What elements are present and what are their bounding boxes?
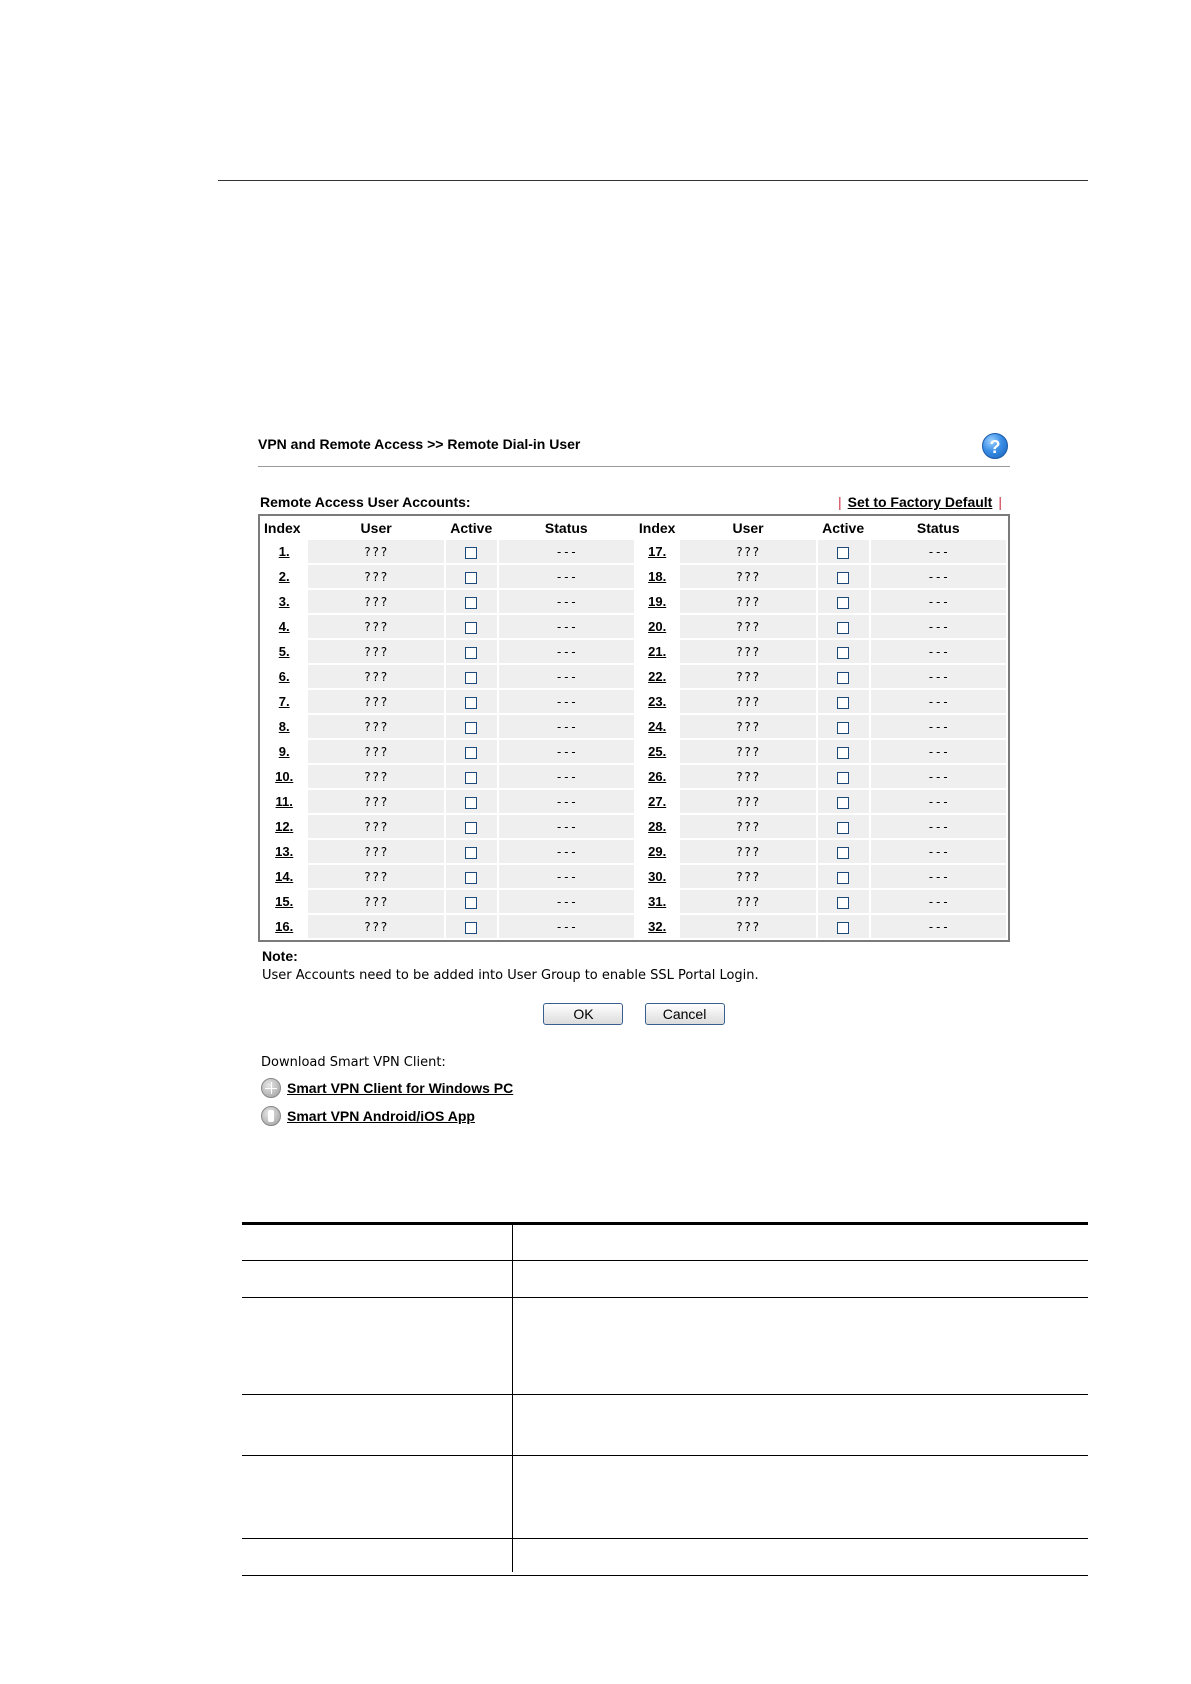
user-rows: [262, 540, 1006, 938]
index-cell: [262, 790, 306, 813]
user-index-link[interactable]: 22.: [648, 669, 667, 684]
active-cell: [818, 840, 869, 863]
active-checkbox[interactable]: [837, 697, 849, 709]
table-rule: [242, 1260, 1088, 1261]
user-cell: ???: [308, 865, 443, 888]
index-cell: [262, 715, 306, 738]
status-cell: ---: [499, 815, 634, 838]
active-checkbox[interactable]: [465, 822, 477, 834]
action-buttons: [258, 1003, 1010, 1027]
index-cell: [262, 590, 306, 613]
status-cell: ---: [499, 715, 634, 738]
index-cell: [262, 865, 306, 888]
active-cell: [446, 765, 497, 788]
index-cell: [262, 840, 306, 863]
active-cell: [446, 590, 497, 613]
table-rule: [242, 1222, 1088, 1225]
index-cell: [636, 540, 678, 563]
status-cell: ---: [871, 840, 1006, 863]
active-cell: [446, 665, 497, 688]
user-cell: ???: [680, 615, 815, 638]
active-checkbox[interactable]: [465, 622, 477, 634]
index-cell: [262, 765, 306, 788]
user-cell: ???: [308, 765, 443, 788]
active-cell: [818, 890, 869, 913]
user-cell: ???: [680, 640, 815, 663]
user-index-link[interactable]: 20.: [648, 619, 667, 634]
status-cell: ---: [499, 615, 634, 638]
column-header: Status: [916, 520, 960, 536]
user-index-link[interactable]: 15.: [275, 894, 294, 909]
active-checkbox[interactable]: [465, 697, 477, 709]
user-index-link[interactable]: 21.: [648, 644, 667, 659]
column-header: User: [360, 520, 392, 536]
status-cell: ---: [499, 840, 634, 863]
active-checkbox[interactable]: [465, 872, 477, 884]
user-cell: ???: [308, 815, 443, 838]
status-cell: ---: [499, 865, 634, 888]
table-row: [262, 565, 1006, 588]
user-index-link[interactable]: 19.: [648, 594, 667, 609]
active-checkbox[interactable]: [837, 747, 849, 759]
table-row: [262, 640, 1006, 663]
active-cell: [446, 715, 497, 738]
table-row: [262, 765, 1006, 788]
user-cell: ???: [680, 690, 815, 713]
index-cell: [636, 915, 678, 938]
user-cell: ???: [308, 540, 443, 563]
user-cell: ???: [680, 915, 815, 938]
active-checkbox[interactable]: [837, 797, 849, 809]
active-checkbox[interactable]: [837, 922, 849, 934]
user-index-link[interactable]: 24.: [648, 719, 667, 734]
active-checkbox[interactable]: [837, 847, 849, 859]
active-checkbox[interactable]: [837, 597, 849, 609]
user-cell: ???: [680, 840, 815, 863]
status-cell: ---: [871, 790, 1006, 813]
status-cell: ---: [499, 565, 634, 588]
active-cell: [818, 640, 869, 663]
table-row: [262, 615, 1006, 638]
status-cell: ---: [499, 915, 634, 938]
user-cell: ???: [308, 565, 443, 588]
index-cell: [262, 890, 306, 913]
status-cell: ---: [871, 540, 1006, 563]
table-rule: [242, 1538, 1088, 1539]
status-cell: ---: [499, 790, 634, 813]
active-cell: [818, 815, 869, 838]
download-mobile-item: [261, 1106, 1010, 1126]
user-cell: ???: [308, 640, 443, 663]
column-header: User: [732, 520, 764, 536]
mobile-icon: [261, 1106, 281, 1126]
active-cell: [818, 540, 869, 563]
index-cell: [262, 665, 306, 688]
active-cell: [446, 815, 497, 838]
index-cell: [636, 590, 678, 613]
note-block: [262, 948, 1010, 983]
status-cell: ---: [499, 665, 634, 688]
active-cell: [818, 590, 869, 613]
user-index-link[interactable]: 8.: [278, 719, 290, 734]
active-checkbox[interactable]: [837, 872, 849, 884]
user-cell: ???: [680, 815, 815, 838]
ok-button[interactable]: OK: [543, 1003, 623, 1025]
active-checkbox[interactable]: [837, 722, 849, 734]
user-index-link[interactable]: 30.: [648, 869, 667, 884]
status-cell: ---: [499, 640, 634, 663]
user-index-link[interactable]: 3.: [278, 594, 290, 609]
index-cell: [262, 640, 306, 663]
active-checkbox[interactable]: [837, 547, 849, 559]
status-cell: ---: [499, 540, 634, 563]
user-cell: ???: [308, 740, 443, 763]
index-cell: [636, 815, 678, 838]
status-cell: ---: [871, 565, 1006, 588]
active-checkbox[interactable]: [837, 897, 849, 909]
index-cell: [636, 565, 678, 588]
status-cell: ---: [871, 640, 1006, 663]
active-cell: [446, 740, 497, 763]
active-checkbox[interactable]: [837, 647, 849, 659]
active-cell: [818, 715, 869, 738]
status-cell: ---: [499, 590, 634, 613]
status-cell: ---: [871, 615, 1006, 638]
index-cell: [262, 540, 306, 563]
user-accounts-table: [258, 514, 1010, 942]
active-cell: [818, 765, 869, 788]
user-index-link[interactable]: 5.: [278, 644, 290, 659]
column-header: Active: [450, 520, 493, 536]
column-header: Status: [544, 520, 588, 536]
active-cell: [446, 915, 497, 938]
status-cell: ---: [871, 740, 1006, 763]
column-header: Active: [822, 520, 865, 536]
table-row: [262, 665, 1006, 688]
user-cell: ???: [680, 765, 815, 788]
active-cell: [446, 690, 497, 713]
note-text: User Accounts need to be added into User Group to enable SSL Portal Login.: [262, 968, 759, 983]
user-index-link[interactable]: 26.: [648, 769, 667, 784]
table-header-row: [262, 518, 1006, 538]
index-cell: [636, 865, 678, 888]
index-cell: [636, 840, 678, 863]
cancel-button[interactable]: Cancel: [645, 1003, 725, 1025]
active-cell: [446, 890, 497, 913]
user-index-link[interactable]: 11.: [275, 794, 293, 809]
user-cell: ???: [680, 590, 815, 613]
user-index-link[interactable]: 13.: [275, 844, 294, 859]
table-row: [262, 740, 1006, 763]
active-checkbox[interactable]: [837, 822, 849, 834]
status-cell: ---: [871, 590, 1006, 613]
user-index-link[interactable]: 4.: [278, 619, 290, 634]
index-cell: [262, 565, 306, 588]
active-checkbox[interactable]: [837, 572, 849, 584]
user-index-link[interactable]: 14.: [275, 869, 294, 884]
smart-vpn-mobile-link[interactable]: Smart VPN Android/iOS App: [287, 1108, 475, 1124]
active-checkbox[interactable]: [837, 772, 849, 784]
active-cell: [818, 790, 869, 813]
index-cell: [636, 740, 678, 763]
active-checkbox[interactable]: [837, 672, 849, 684]
table-row: [262, 540, 1006, 563]
active-checkbox[interactable]: [465, 547, 477, 559]
active-cell: [446, 565, 497, 588]
remote-dial-in-panel: [258, 428, 1010, 1126]
question-mark-icon[interactable]: ?: [982, 433, 1008, 459]
table-row: [262, 715, 1006, 738]
user-index-link[interactable]: 31.: [648, 894, 667, 909]
status-cell: ---: [871, 665, 1006, 688]
user-index-link[interactable]: 2.: [278, 569, 290, 584]
index-cell: [636, 640, 678, 663]
user-index-link[interactable]: 17.: [648, 544, 667, 559]
active-checkbox[interactable]: [837, 622, 849, 634]
active-cell: [818, 565, 869, 588]
active-checkbox[interactable]: [465, 647, 477, 659]
user-cell: ???: [308, 665, 443, 688]
set-factory-default-link[interactable]: Set to Factory Default: [847, 494, 993, 510]
user-index-link[interactable]: 10.: [275, 769, 294, 784]
index-cell: [636, 615, 678, 638]
separator: |: [998, 494, 1002, 510]
table-row: [262, 890, 1006, 913]
download-title: Download Smart VPN Client:: [261, 1055, 446, 1070]
table-rule: [242, 1394, 1088, 1395]
user-cell: ???: [680, 740, 815, 763]
user-cell: ???: [308, 790, 443, 813]
user-cell: ???: [680, 540, 815, 563]
active-checkbox[interactable]: [465, 672, 477, 684]
table-row: [262, 815, 1006, 838]
active-cell: [446, 640, 497, 663]
status-cell: ---: [871, 715, 1006, 738]
active-checkbox[interactable]: [465, 747, 477, 759]
user-cell: ???: [680, 890, 815, 913]
status-cell: ---: [871, 690, 1006, 713]
user-cell: ???: [308, 715, 443, 738]
table-rule: [242, 1575, 1088, 1576]
user-cell: ???: [308, 915, 443, 938]
page-top-rule: [218, 180, 1088, 181]
index-cell: [262, 740, 306, 763]
table-rule: [242, 1297, 1088, 1298]
user-index-link[interactable]: 32.: [648, 919, 667, 934]
user-cell: ???: [680, 665, 815, 688]
index-cell: [636, 890, 678, 913]
index-cell: [636, 765, 678, 788]
user-cell: ???: [680, 715, 815, 738]
separator: |: [838, 494, 842, 510]
user-cell: ???: [308, 890, 443, 913]
table-row: [262, 865, 1006, 888]
index-cell: [636, 665, 678, 688]
index-cell: [636, 790, 678, 813]
index-cell: [262, 815, 306, 838]
user-index-link[interactable]: 6.: [278, 669, 290, 684]
user-cell: ???: [680, 865, 815, 888]
table-row: [262, 790, 1006, 813]
index-cell: [636, 690, 678, 713]
active-cell: [818, 740, 869, 763]
active-checkbox[interactable]: [465, 922, 477, 934]
page-title: VPN and Remote Access >> Remote Dial-in User: [258, 436, 581, 452]
user-index-link[interactable]: 9.: [278, 744, 290, 759]
accounts-header: [258, 492, 1010, 512]
active-cell: [446, 615, 497, 638]
status-cell: ---: [499, 890, 634, 913]
user-cell: ???: [308, 590, 443, 613]
download-section: [261, 1055, 1010, 1126]
active-checkbox[interactable]: [465, 572, 477, 584]
index-cell: [262, 615, 306, 638]
factory-default-wrap: [832, 494, 1008, 510]
user-index-link[interactable]: 25.: [648, 744, 667, 759]
active-cell: [818, 690, 869, 713]
status-cell: ---: [871, 915, 1006, 938]
active-cell: [446, 865, 497, 888]
table-row: [262, 690, 1006, 713]
status-cell: ---: [871, 865, 1006, 888]
status-cell: ---: [871, 890, 1006, 913]
table-row: [262, 590, 1006, 613]
table-rule: [242, 1455, 1088, 1456]
table-column-divider: [512, 1222, 513, 1572]
active-cell: [446, 790, 497, 813]
active-checkbox[interactable]: [465, 847, 477, 859]
accounts-title: Remote Access User Accounts:: [260, 494, 471, 510]
column-header: Index: [638, 520, 676, 536]
active-checkbox[interactable]: [465, 897, 477, 909]
index-cell: [262, 690, 306, 713]
user-cell: ???: [680, 565, 815, 588]
active-cell: [446, 540, 497, 563]
note-title: Note:: [262, 948, 298, 964]
user-cell: ???: [308, 690, 443, 713]
status-cell: ---: [499, 765, 634, 788]
status-cell: ---: [499, 690, 634, 713]
windows-icon: [261, 1078, 281, 1098]
table-row: [262, 915, 1006, 938]
table-row: [262, 840, 1006, 863]
index-cell: [262, 915, 306, 938]
user-index-link[interactable]: 23.: [648, 694, 667, 709]
column-header: Index: [264, 520, 301, 536]
index-cell: [636, 715, 678, 738]
active-checkbox[interactable]: [465, 722, 477, 734]
download-windows-item: [261, 1078, 1010, 1098]
status-cell: ---: [871, 815, 1006, 838]
status-cell: ---: [499, 740, 634, 763]
active-cell: [818, 615, 869, 638]
header-bar: [258, 428, 1010, 467]
user-index-link[interactable]: 16.: [275, 919, 294, 934]
user-index-link[interactable]: 1.: [278, 544, 290, 559]
user-cell: ???: [308, 840, 443, 863]
user-index-link[interactable]: 7.: [278, 694, 290, 709]
active-checkbox[interactable]: [465, 797, 477, 809]
user-index-link[interactable]: 27.: [648, 794, 667, 809]
active-cell: [446, 840, 497, 863]
user-cell: ???: [308, 615, 443, 638]
status-cell: ---: [871, 765, 1006, 788]
active-cell: [818, 915, 869, 938]
smart-vpn-windows-link[interactable]: Smart VPN Client for Windows PC: [287, 1080, 514, 1096]
active-cell: [818, 865, 869, 888]
user-cell: ???: [680, 790, 815, 813]
active-checkbox[interactable]: [465, 597, 477, 609]
user-index-link[interactable]: 12.: [275, 819, 294, 834]
active-cell: [818, 665, 869, 688]
user-index-link[interactable]: 29.: [648, 844, 667, 859]
user-index-link[interactable]: 28.: [648, 819, 667, 834]
user-index-link[interactable]: 18.: [648, 569, 667, 584]
active-checkbox[interactable]: [465, 772, 477, 784]
